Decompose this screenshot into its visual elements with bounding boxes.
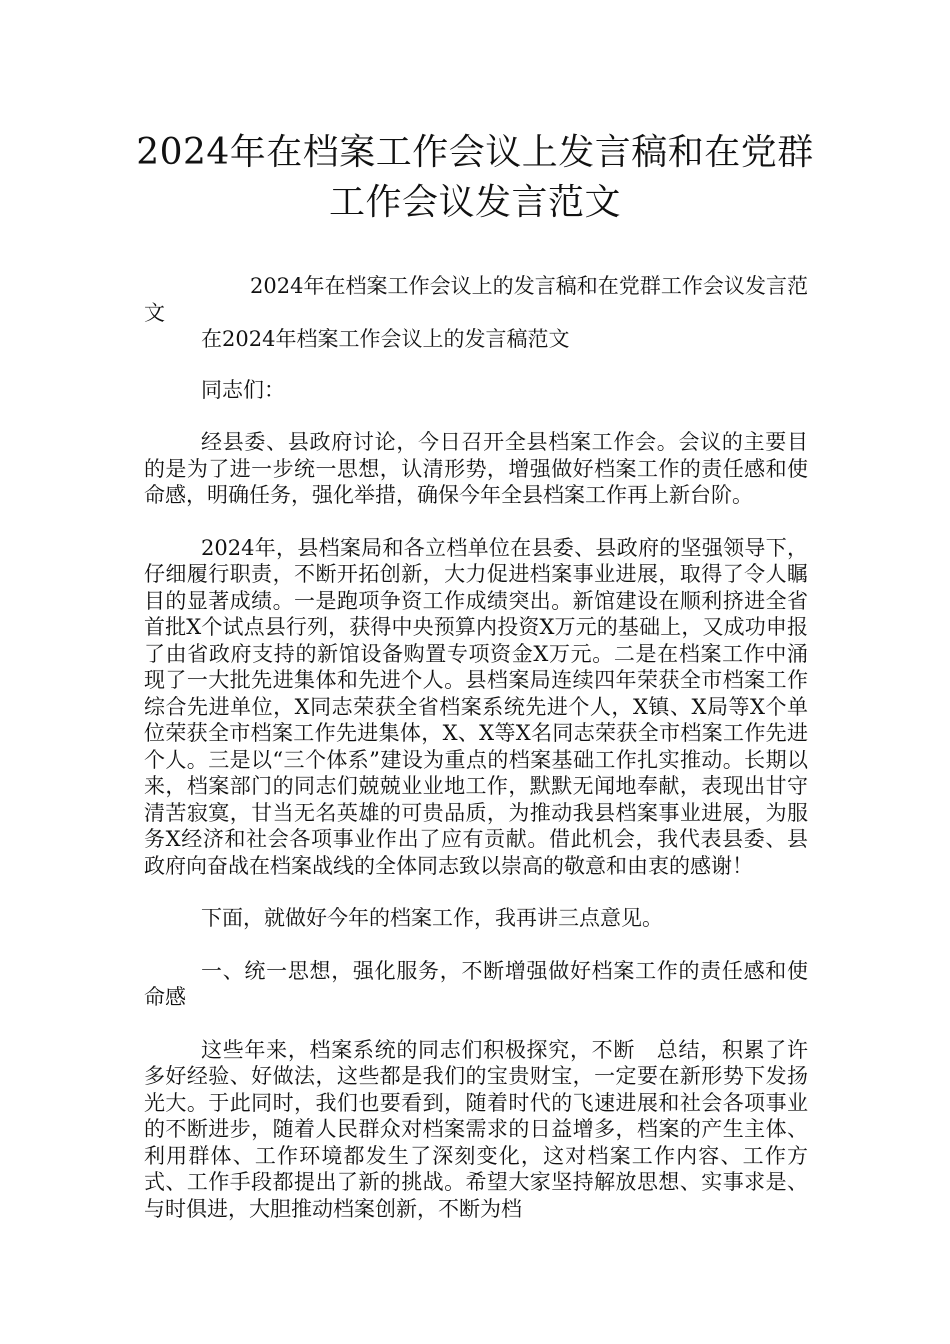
body-paragraph: 下面，就做好今年的档案工作，我再讲三点意见。	[201, 906, 663, 930]
document-title	[100, 128, 850, 228]
title-line-2: 工作会议发言范文	[328, 182, 621, 223]
section-heading-paragraph: 一、统一思想，强化服务，不断增强做好档案工作的责任感和使命感	[144, 958, 808, 1009]
document-body	[144, 273, 808, 1222]
title-line-1: 2024年在档案工作会议上发言稿和在党群	[136, 132, 814, 173]
subtitle-paragraph: 2024年在档案工作会议上的发言稿和在党群工作会议发言范文	[144, 274, 808, 325]
body-paragraph: 这些年来，档案系统的同志们积极探究，不断 总结，积累了许多好经验、好做法，这些都是我们的宝贵财宝，一定要在新形势下发扬光大。于此同时，我们也要看到，随着时代的飞速进展和社会各项事业的不断进步，随着人民群众对档案需求的日益增多，档案的产生主体、利用群体、工作环境都发生了深刻变化，这对档案工作内容、工作方式、工作手段都提出了新的挑战。希望大家坚持解放思想、实事求是、与时俱进，大胆推动档案创新，不断为档	[144, 1037, 808, 1221]
speech-title-paragraph: 在2024年档案工作会议上的发言稿范文	[201, 327, 570, 351]
body-paragraph: 2024年，县档案局和各立档单位在县委、县政府的坚强领导下，仔细履行职责，不断开拓创新，大力促进档案事业进展，取得了令人瞩目的显著成绩。一是跑项争资工作成绩突出。新馆建设在顺利挤进全省首批X个试点县行列，获得中央预算内投资X万元的基础上，又成功申报了由省政府支持的新馆设备购置专项资金X万元。二是在档案工作中涌现了一大批先进集体和先进个人。县档案局连续四年荣获全市档案工作综合先进单位，X同志荣获全省档案系统先进个人，X镇、X局等X个单位荣获全市档案工作先进集体，X、X等X名同志荣获全市档案工作先进个人。三是以“三个体系”建设为重点的档案基础工作扎实推动。长期以来，档案部门的同志们兢兢业业地工作，默默无闻地奉献，表现出甘守清苦寂寞，甘当无名英雄的可贵品质，为推动我县档案事业进展，为服务X经济和社会各项事业作出了应有贡献。借此机会，我代表县委、县政府向奋战在档案战线的全体同志致以崇高的敬意和由衷的感谢！	[144, 535, 808, 878]
salutation-paragraph: 同志们：	[201, 377, 285, 402]
body-paragraph: 经县委、县政府讨论，今日召开全县档案工作会。会议的主要目的是为了进一步统一思想，认清形势，增强做好档案工作的责任感和使命感，明确任务，强化举措，确保今年全县档案工作再上新台阶。	[144, 430, 808, 507]
